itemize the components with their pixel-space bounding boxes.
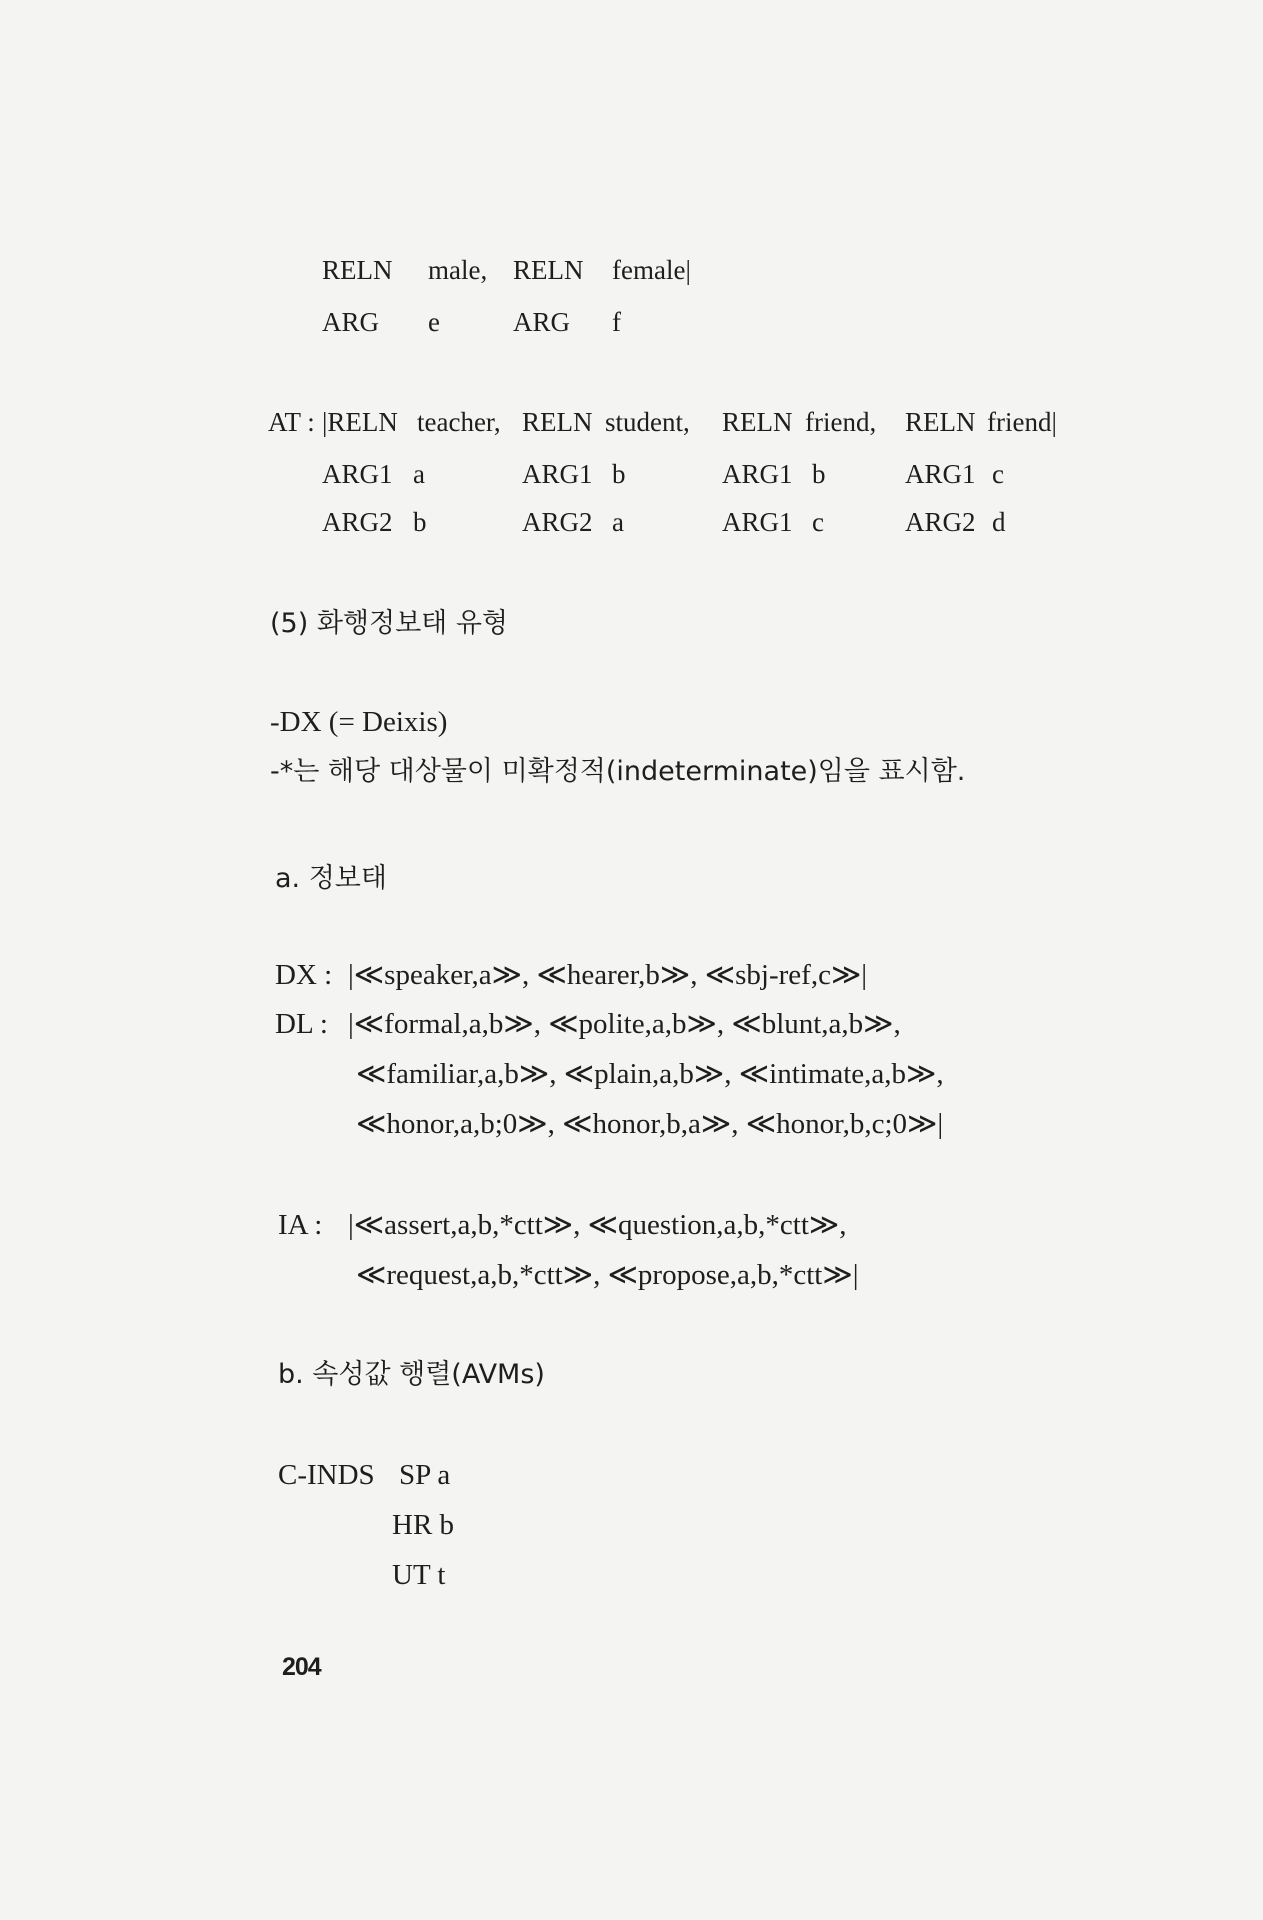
at-cell: b bbox=[812, 459, 826, 489]
subsection-heading-a: a. 정보태 bbox=[275, 863, 387, 894]
reln-value: male, bbox=[428, 255, 488, 285]
dl-line: ≪familiar,a,b≫, ≪plain,a,b≫, ≪intimate,a,b≫, bbox=[356, 1058, 944, 1090]
at-cell: a bbox=[612, 507, 624, 537]
at-cell: ARG1 bbox=[522, 459, 593, 489]
section-heading: (5) 화행정보태 유형 bbox=[270, 608, 508, 639]
at-cell: c bbox=[812, 507, 824, 537]
at-cell: ARG2 bbox=[522, 507, 593, 537]
at-cell: RELN bbox=[905, 407, 976, 437]
cinds-hr: HR b bbox=[392, 1509, 455, 1541]
ia-line: |≪assert,a,b,*ctt≫, ≪question,a,b,*ctt≫, bbox=[348, 1209, 847, 1241]
at-cell: ARG1 bbox=[905, 459, 976, 489]
at-cell: RELN bbox=[722, 407, 793, 437]
at-cell: ARG2 bbox=[905, 507, 976, 537]
arg-label: ARG bbox=[513, 307, 571, 337]
at-cell: ARG1 bbox=[322, 459, 393, 489]
at-cell: c bbox=[992, 459, 1004, 489]
dl-label: DL : bbox=[275, 1008, 328, 1040]
arg-label: ARG bbox=[322, 307, 380, 337]
reln-label: RELN bbox=[322, 255, 393, 285]
at-cell: teacher, bbox=[417, 407, 501, 437]
at-cell: b bbox=[612, 459, 626, 489]
at-cell: friend| bbox=[987, 407, 1057, 437]
dx-set: |≪speaker,a≫, ≪hearer,b≫, ≪sbj-ref,c≫| bbox=[348, 959, 868, 991]
page-number: 204 bbox=[282, 1653, 321, 1681]
cinds-ut: UT t bbox=[392, 1559, 446, 1591]
reln-value: female| bbox=[612, 255, 691, 285]
subsection-heading-b: b. 속성값 행렬(AVMs) bbox=[278, 1359, 545, 1390]
at-cell: b bbox=[413, 507, 427, 537]
ia-line: ≪request,a,b,*ctt≫, ≪propose,a,b,*ctt≫| bbox=[356, 1259, 859, 1291]
arg-value: f bbox=[612, 307, 621, 337]
dl-line: |≪formal,a,b≫, ≪polite,a,b≫, ≪blunt,a,b≫, bbox=[348, 1008, 901, 1040]
arg-value: e bbox=[428, 307, 440, 337]
at-cell: |RELN bbox=[322, 407, 398, 437]
dl-line: ≪honor,a,b;0≫, ≪honor,b,a≫, ≪honor,b,c;0≫| bbox=[356, 1108, 944, 1140]
at-cell: a bbox=[413, 459, 425, 489]
at-cell: ARG1 bbox=[722, 507, 793, 537]
at-label: AT : bbox=[268, 407, 315, 437]
indeterminate-note: -*는 해당 대상물이 미확정적(indeterminate)임을 표시함. bbox=[270, 756, 966, 787]
at-cell: friend, bbox=[805, 407, 877, 437]
at-cell: ARG1 bbox=[722, 459, 793, 489]
at-cell: d bbox=[992, 507, 1006, 537]
cinds-sp: SP a bbox=[399, 1459, 451, 1491]
at-cell: RELN bbox=[522, 407, 593, 437]
at-cell: ARG2 bbox=[322, 507, 393, 537]
dx-definition: -DX (= Deixis) bbox=[270, 706, 448, 738]
at-cell: student, bbox=[605, 407, 690, 437]
reln-label: RELN bbox=[513, 255, 584, 285]
ia-label: IA : bbox=[278, 1209, 323, 1241]
cinds-label: C-INDS bbox=[278, 1459, 375, 1491]
dx-label: DX : bbox=[275, 959, 333, 991]
